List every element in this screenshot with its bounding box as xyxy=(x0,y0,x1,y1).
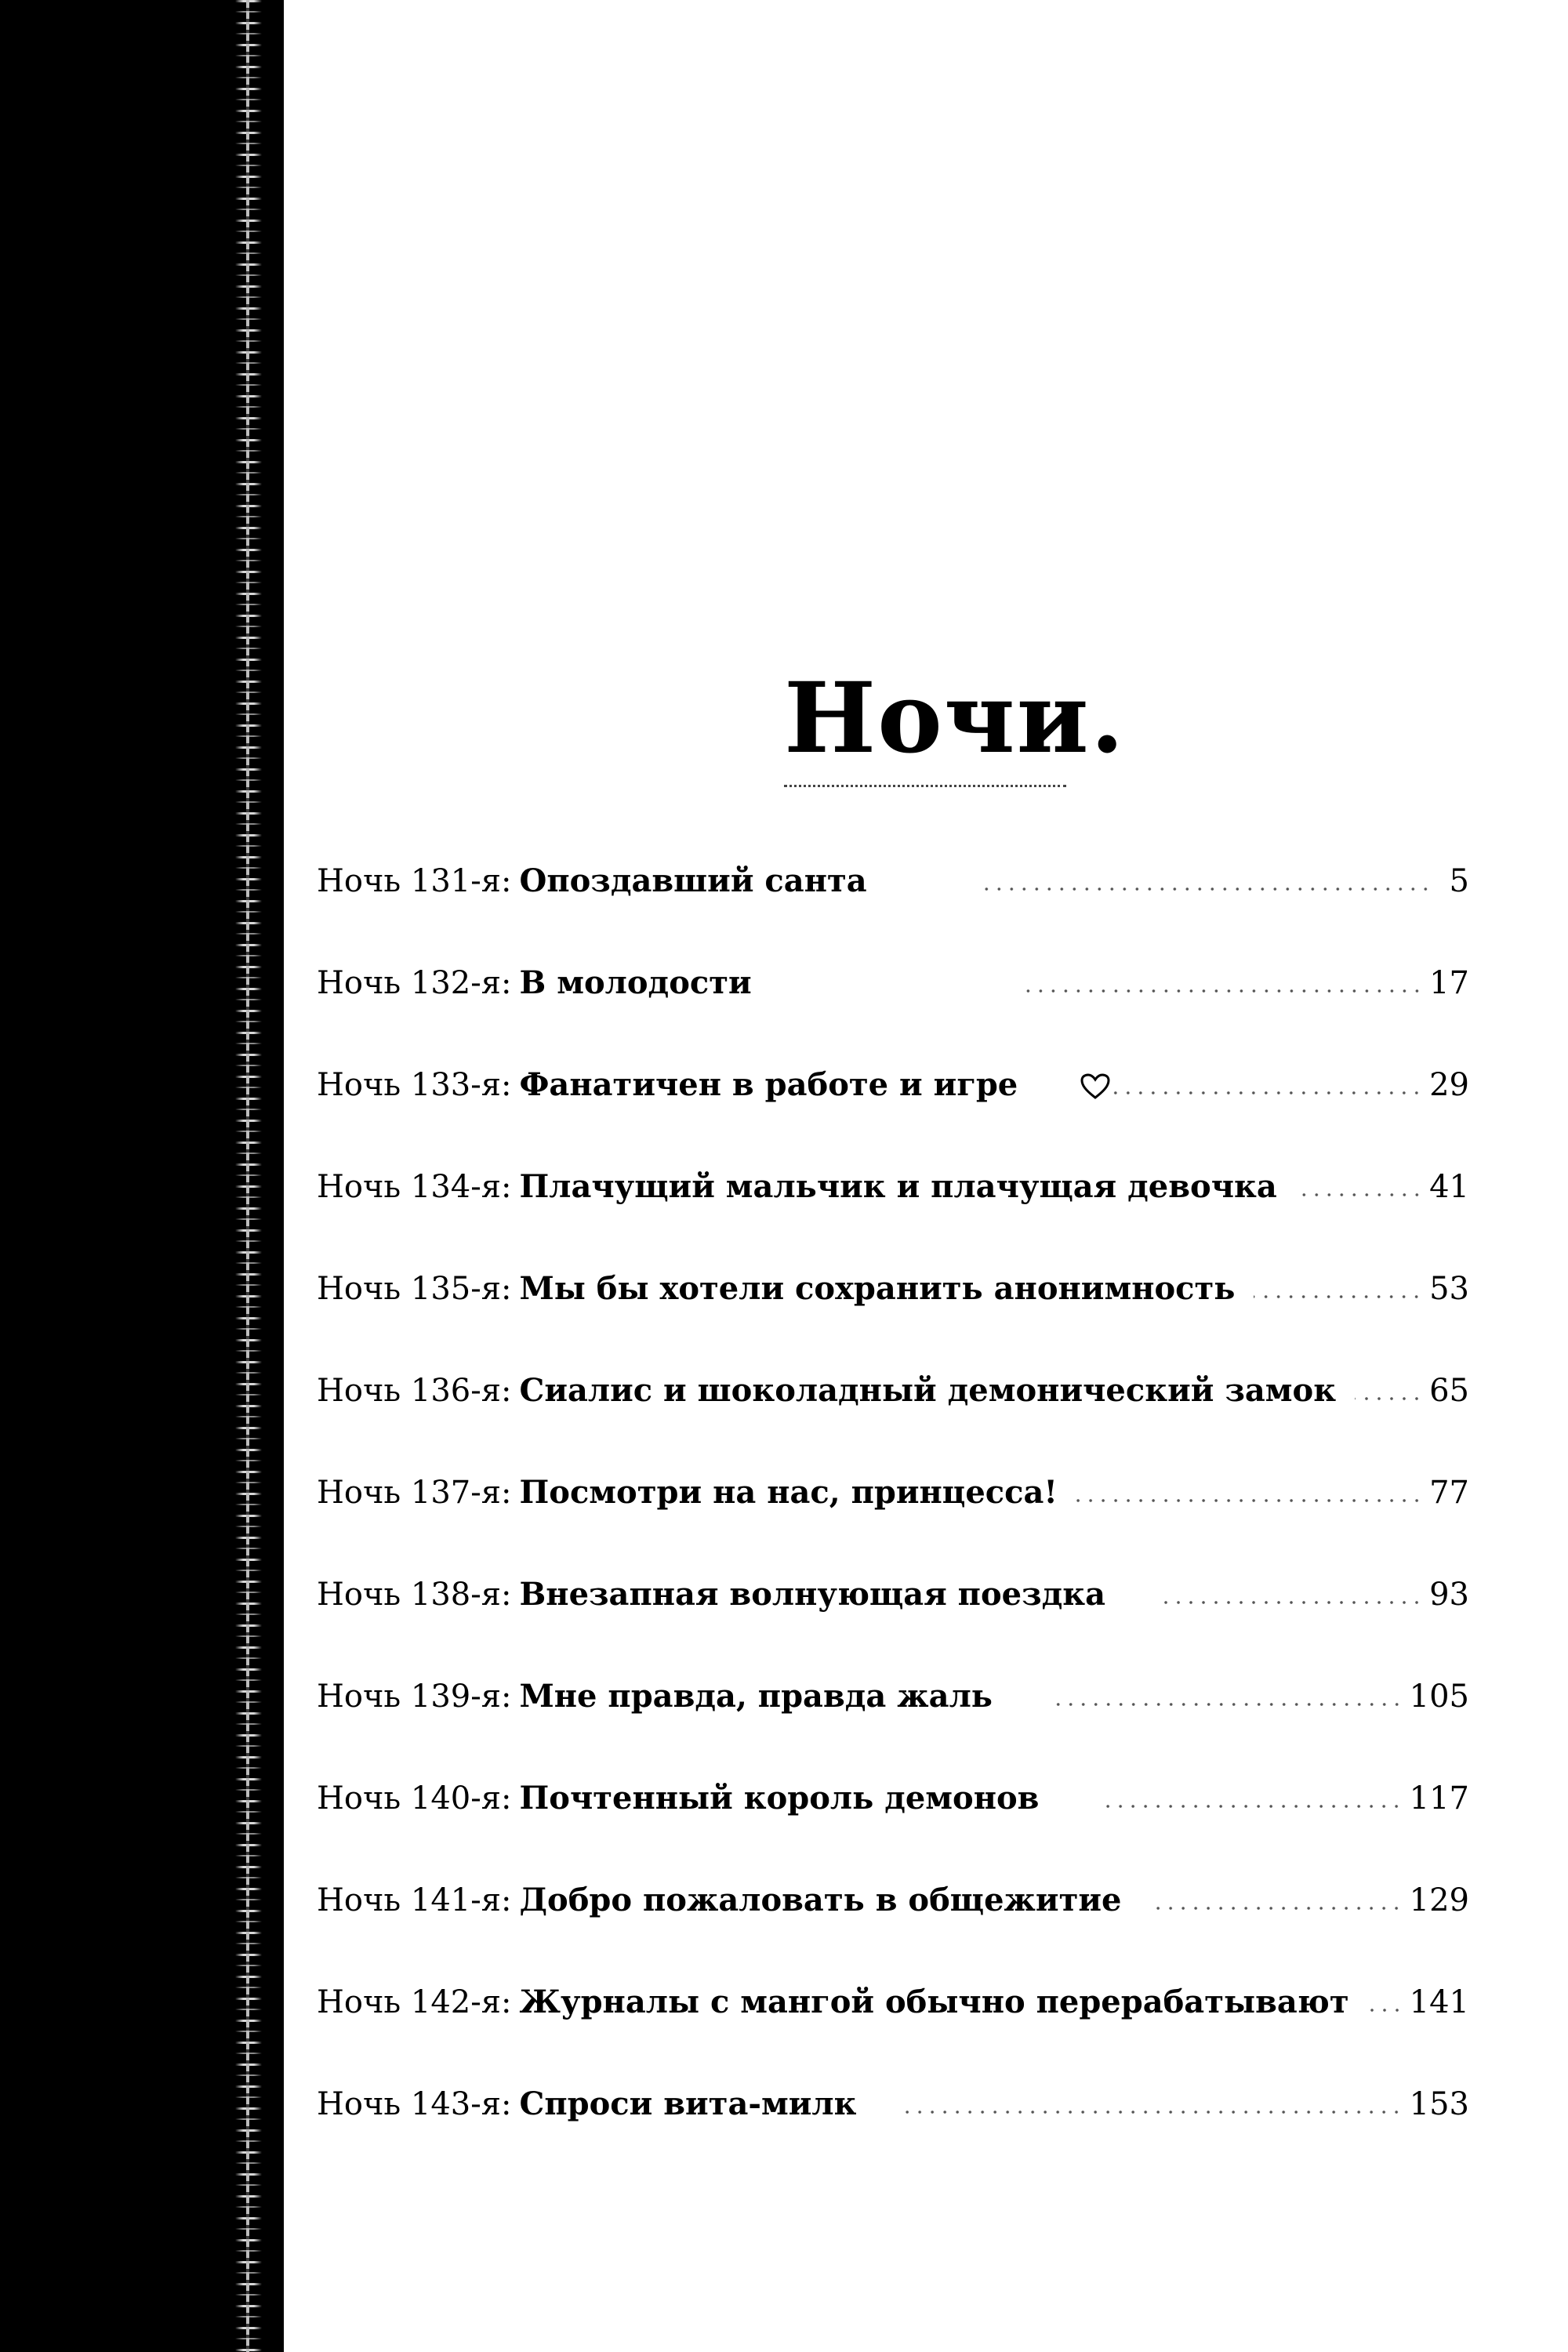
page-title: Ночи. xyxy=(784,662,1126,775)
toc-row[interactable] xyxy=(317,2085,1469,2140)
toc-row[interactable] xyxy=(317,1270,1469,1325)
toc-row[interactable] xyxy=(317,964,1469,1019)
night-number: Ночь 135-я: xyxy=(317,1271,512,1307)
chapter-title: Плачущий мальчик и плачущая девочка xyxy=(519,1168,1277,1205)
page-number: 41 xyxy=(1429,1169,1469,1205)
page-number: 17 xyxy=(1429,965,1469,1001)
dot-leader xyxy=(1368,2008,1403,2013)
dot-leader xyxy=(1112,1091,1423,1095)
page-number: 5 xyxy=(1449,863,1469,899)
toc-row[interactable] xyxy=(317,1168,1469,1223)
night-number: Ночь 139-я: xyxy=(317,1679,512,1715)
chapter-title: Мы бы хотели сохранить анонимность xyxy=(519,1270,1236,1307)
page-number: 117 xyxy=(1409,1780,1469,1817)
toc-row[interactable] xyxy=(317,1678,1469,1733)
dot-leader xyxy=(900,2110,1403,2114)
chapter-title: Журналы с мангой обычно перерабатывают xyxy=(519,1984,1349,2020)
night-number: Ночь 141-я: xyxy=(317,1882,512,1918)
night-number: Ночь 143-я: xyxy=(317,2086,512,2122)
night-number: Ночь 132-я: xyxy=(317,965,512,1001)
page-number: 105 xyxy=(1409,1679,1469,1715)
chain-line-decoration xyxy=(246,0,249,2352)
chapter-title: Спроси вита-милк xyxy=(519,2085,857,2122)
page-number: 65 xyxy=(1429,1373,1469,1409)
dot-leader xyxy=(1296,1192,1423,1197)
dot-leader xyxy=(1102,1804,1403,1809)
page-number: 153 xyxy=(1409,2086,1469,2122)
heart-icon xyxy=(1080,1073,1110,1100)
page-number: 129 xyxy=(1409,1882,1469,1918)
dot-leader xyxy=(1160,1600,1423,1605)
dot-leader xyxy=(1018,989,1423,993)
page-number: 93 xyxy=(1429,1577,1469,1613)
chapter-title: В молодости xyxy=(519,964,752,1001)
night-number: Ночь 134-я: xyxy=(317,1169,512,1205)
night-number: Ночь 133-я: xyxy=(317,1067,512,1103)
dot-leader xyxy=(1152,1906,1403,1911)
chapter-title: Мне правда, правда жаль xyxy=(519,1678,993,1715)
night-number: Ночь 140-я: xyxy=(317,1780,512,1817)
night-number: Ночь 136-я: xyxy=(317,1373,512,1409)
chapter-title: Посмотри на нас, принцесса! xyxy=(519,1474,1058,1511)
toc-row[interactable] xyxy=(317,862,1469,917)
title-underline xyxy=(784,785,1066,787)
toc-row[interactable] xyxy=(317,1576,1469,1631)
page-number: 53 xyxy=(1429,1271,1469,1307)
toc-row[interactable] xyxy=(317,1372,1469,1427)
toc-row[interactable] xyxy=(317,1882,1469,1936)
dot-leader xyxy=(1047,1702,1403,1707)
dot-leader xyxy=(1254,1294,1423,1299)
night-number: Ночь 138-я: xyxy=(317,1577,512,1613)
chapter-title: Сиалис и шоколадный демонический замок xyxy=(519,1372,1337,1409)
toc-row[interactable] xyxy=(317,1474,1469,1529)
chapter-title: Опоздавший санта xyxy=(519,862,867,899)
toc-row[interactable] xyxy=(317,1780,1469,1835)
page-number: 77 xyxy=(1429,1475,1469,1511)
chapter-title: Добро пожаловать в общежитие xyxy=(519,1882,1122,1918)
chapter-title: Почтенный король демонов xyxy=(519,1780,1040,1817)
night-number: Ночь 131-я: xyxy=(317,863,512,899)
chapter-title: Внезапная волнующая поездка xyxy=(519,1576,1106,1613)
toc-row[interactable] xyxy=(317,1984,1469,2038)
page-number: 141 xyxy=(1409,1984,1469,2020)
page-number: 29 xyxy=(1429,1067,1469,1103)
dot-leader xyxy=(1072,1498,1423,1503)
dot-leader xyxy=(1355,1396,1423,1401)
toc-row[interactable] xyxy=(317,1066,1469,1121)
night-number: Ночь 142-я: xyxy=(317,1984,512,2020)
chapter-title: Фанатичен в работе и игре xyxy=(519,1066,1018,1103)
dot-leader xyxy=(985,887,1432,891)
night-number: Ночь 137-я: xyxy=(317,1475,512,1511)
title-block xyxy=(784,662,1126,787)
